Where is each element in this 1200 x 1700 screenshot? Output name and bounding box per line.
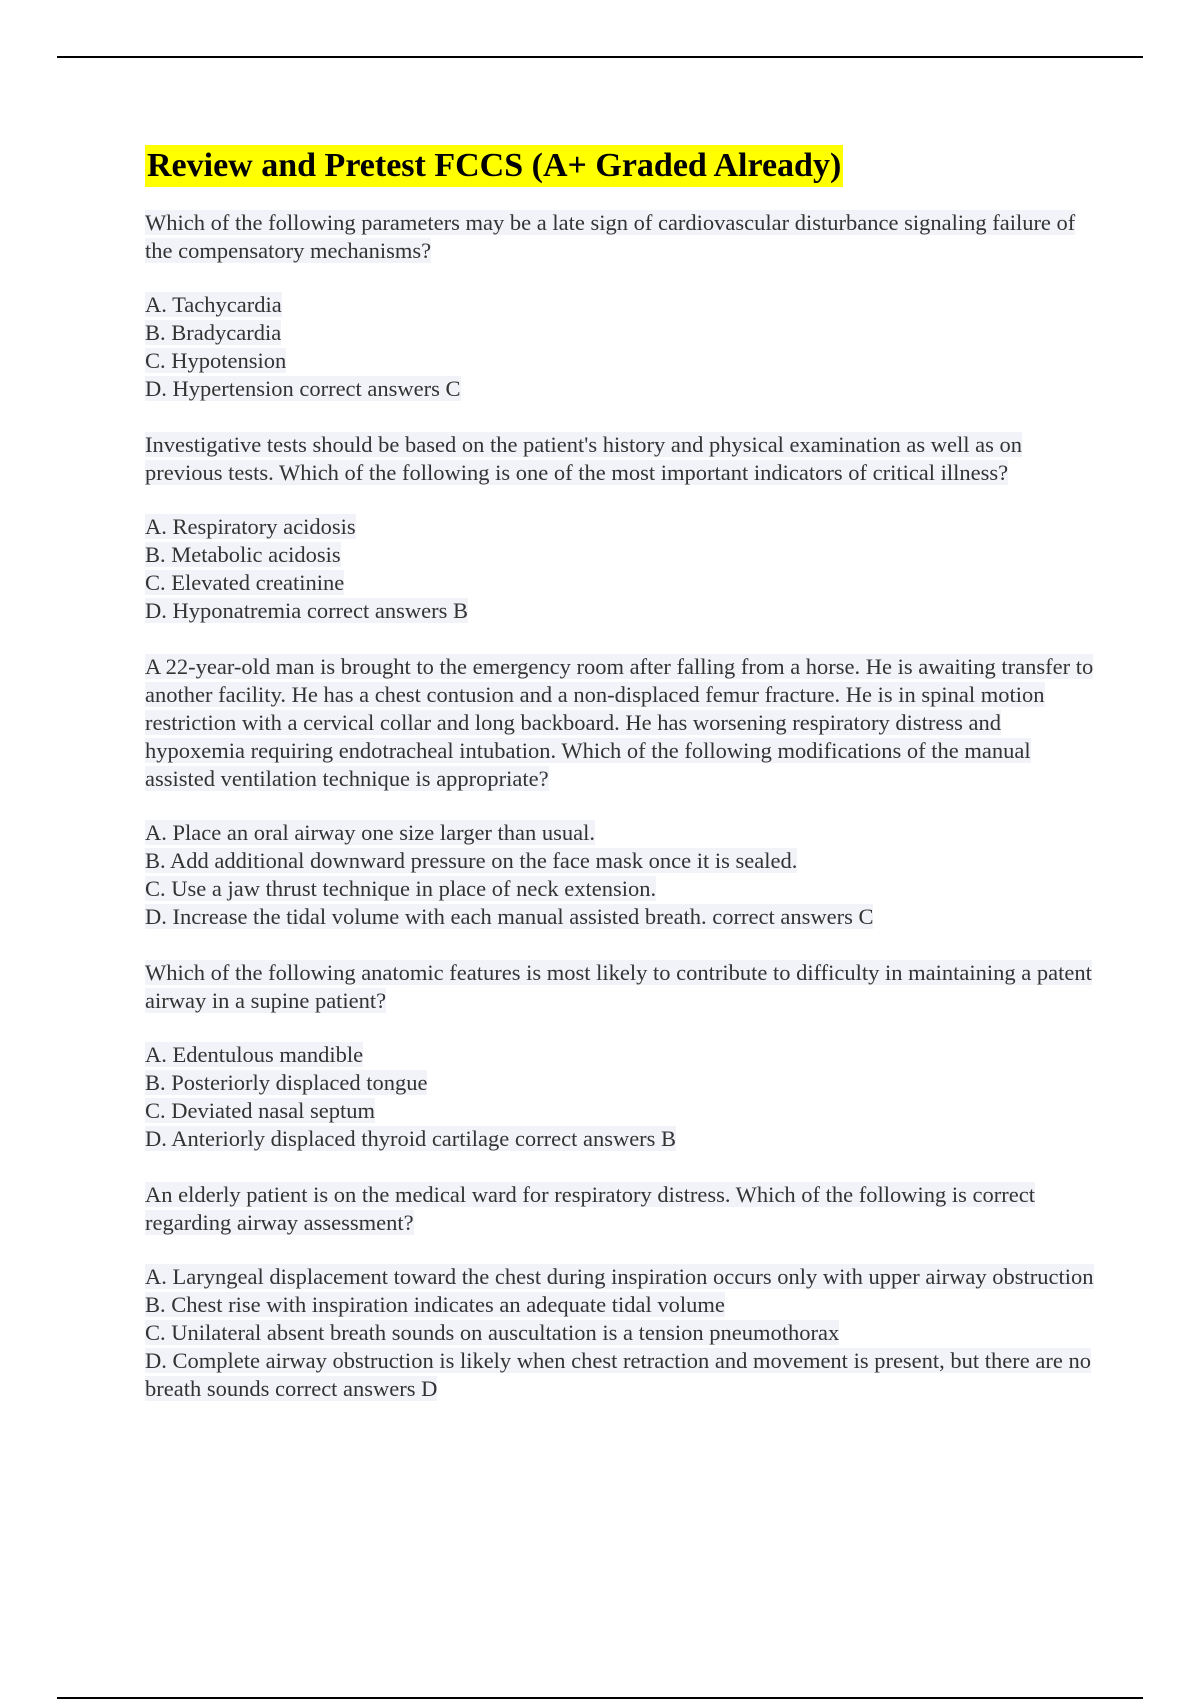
option-b-text: B. Metabolic acidosis xyxy=(145,542,341,567)
question-text-span: Which of the following anatomic features is most likely to contribute to difficulty in maintaining a patent airway in a supine patient? xyxy=(145,960,1092,1013)
option-b-text: B. Bradycardia xyxy=(145,320,282,345)
option-d xyxy=(145,597,1095,625)
option-d-text: D. Hypertension correct answers C xyxy=(145,376,461,401)
option-a-text: A. Tachycardia xyxy=(145,292,282,317)
top-rule xyxy=(57,56,1143,58)
option-b xyxy=(145,847,1095,875)
option-a xyxy=(145,1263,1095,1291)
option-a-text: A. Edentulous mandible xyxy=(145,1042,364,1067)
question-text-span: An elderly patient is on the medical ward for respiratory distress. Which of the following is correct regarding airway assessment? xyxy=(145,1182,1035,1235)
question-text-span: Investigative tests should be based on the patient's history and physical examination as well as on previous tests. Which of the following is one of the most important indicators of critical illness? xyxy=(145,432,1022,485)
option-d xyxy=(145,375,1095,403)
option-a xyxy=(145,819,1095,847)
answer-options xyxy=(145,1041,1095,1153)
option-d-text: D. Anteriorly displaced thyroid cartilage correct answers B xyxy=(145,1126,677,1151)
option-c-text: C. Hypotension xyxy=(145,348,287,373)
question-text-span: A 22-year-old man is brought to the emergency room after falling from a horse. He is awaiting transfer to another facility. He has a chest contusion and a non-displaced femur fracture. He is in spinal motion restriction with a cervical collar and long backboard. He has worsening respiratory distress and hypoxemia requiring endotracheal intubation. Which of the following modifications of the manual assisted ventilation technique is appropriate? xyxy=(145,654,1094,791)
option-d-text: D. Complete airway obstruction is likely when chest retraction and movement is present, but there are no breath sounds correct answers D xyxy=(145,1348,1091,1401)
option-d xyxy=(145,1125,1095,1153)
option-a-text: A. Laryngeal displacement toward the chest during inspiration occurs only with upper airway obstruction xyxy=(145,1264,1094,1289)
option-b-text: B. Add additional downward pressure on the face mask once it is sealed. xyxy=(145,848,798,873)
answer-options xyxy=(145,513,1095,625)
option-c-text: C. Elevated creatinine xyxy=(145,570,345,595)
option-c xyxy=(145,875,1095,903)
question-text xyxy=(145,209,1095,265)
option-b-text: B. Posteriorly displaced tongue xyxy=(145,1070,428,1095)
option-b-text: B. Chest rise with inspiration indicates an adequate tidal volume xyxy=(145,1292,725,1317)
option-d-text: D. Hyponatremia correct answers B xyxy=(145,598,469,623)
answer-options xyxy=(145,291,1095,403)
question-text xyxy=(145,959,1095,1015)
option-b xyxy=(145,541,1095,569)
bottom-rule xyxy=(57,1697,1143,1699)
option-a xyxy=(145,1041,1095,1069)
option-c xyxy=(145,569,1095,597)
option-c-text: C. Deviated nasal septum xyxy=(145,1098,375,1123)
option-a xyxy=(145,291,1095,319)
question-5 xyxy=(145,1181,1095,1403)
document-body xyxy=(145,145,1095,1431)
option-c-text: C. Unilateral absent breath sounds on auscultation is a tension pneumothorax xyxy=(145,1320,840,1345)
answer-options xyxy=(145,1263,1095,1403)
option-b xyxy=(145,1069,1095,1097)
question-1 xyxy=(145,209,1095,403)
option-d xyxy=(145,903,1095,931)
option-c-text: C. Use a jaw thrust technique in place of neck extension. xyxy=(145,876,657,901)
question-2 xyxy=(145,431,1095,625)
option-c xyxy=(145,347,1095,375)
question-4 xyxy=(145,959,1095,1153)
question-text xyxy=(145,431,1095,487)
option-a-text: A. Respiratory acidosis xyxy=(145,514,356,539)
option-c xyxy=(145,1319,1095,1347)
option-b xyxy=(145,319,1095,347)
option-d-text: D. Increase the tidal volume with each manual assisted breath. correct answers C xyxy=(145,904,874,929)
question-3 xyxy=(145,653,1095,931)
question-text-span: Which of the following parameters may be a late sign of cardiovascular disturbance signaling failure of the compensatory mechanisms? xyxy=(145,210,1076,263)
question-text xyxy=(145,653,1095,793)
question-text xyxy=(145,1181,1095,1237)
option-d xyxy=(145,1347,1095,1403)
option-a-text: A. Place an oral airway one size larger than usual. xyxy=(145,820,596,845)
option-a xyxy=(145,513,1095,541)
document-title: Review and Pretest FCCS (A+ Graded Already) xyxy=(145,145,843,187)
answer-options xyxy=(145,819,1095,931)
option-c xyxy=(145,1097,1095,1125)
option-b xyxy=(145,1291,1095,1319)
